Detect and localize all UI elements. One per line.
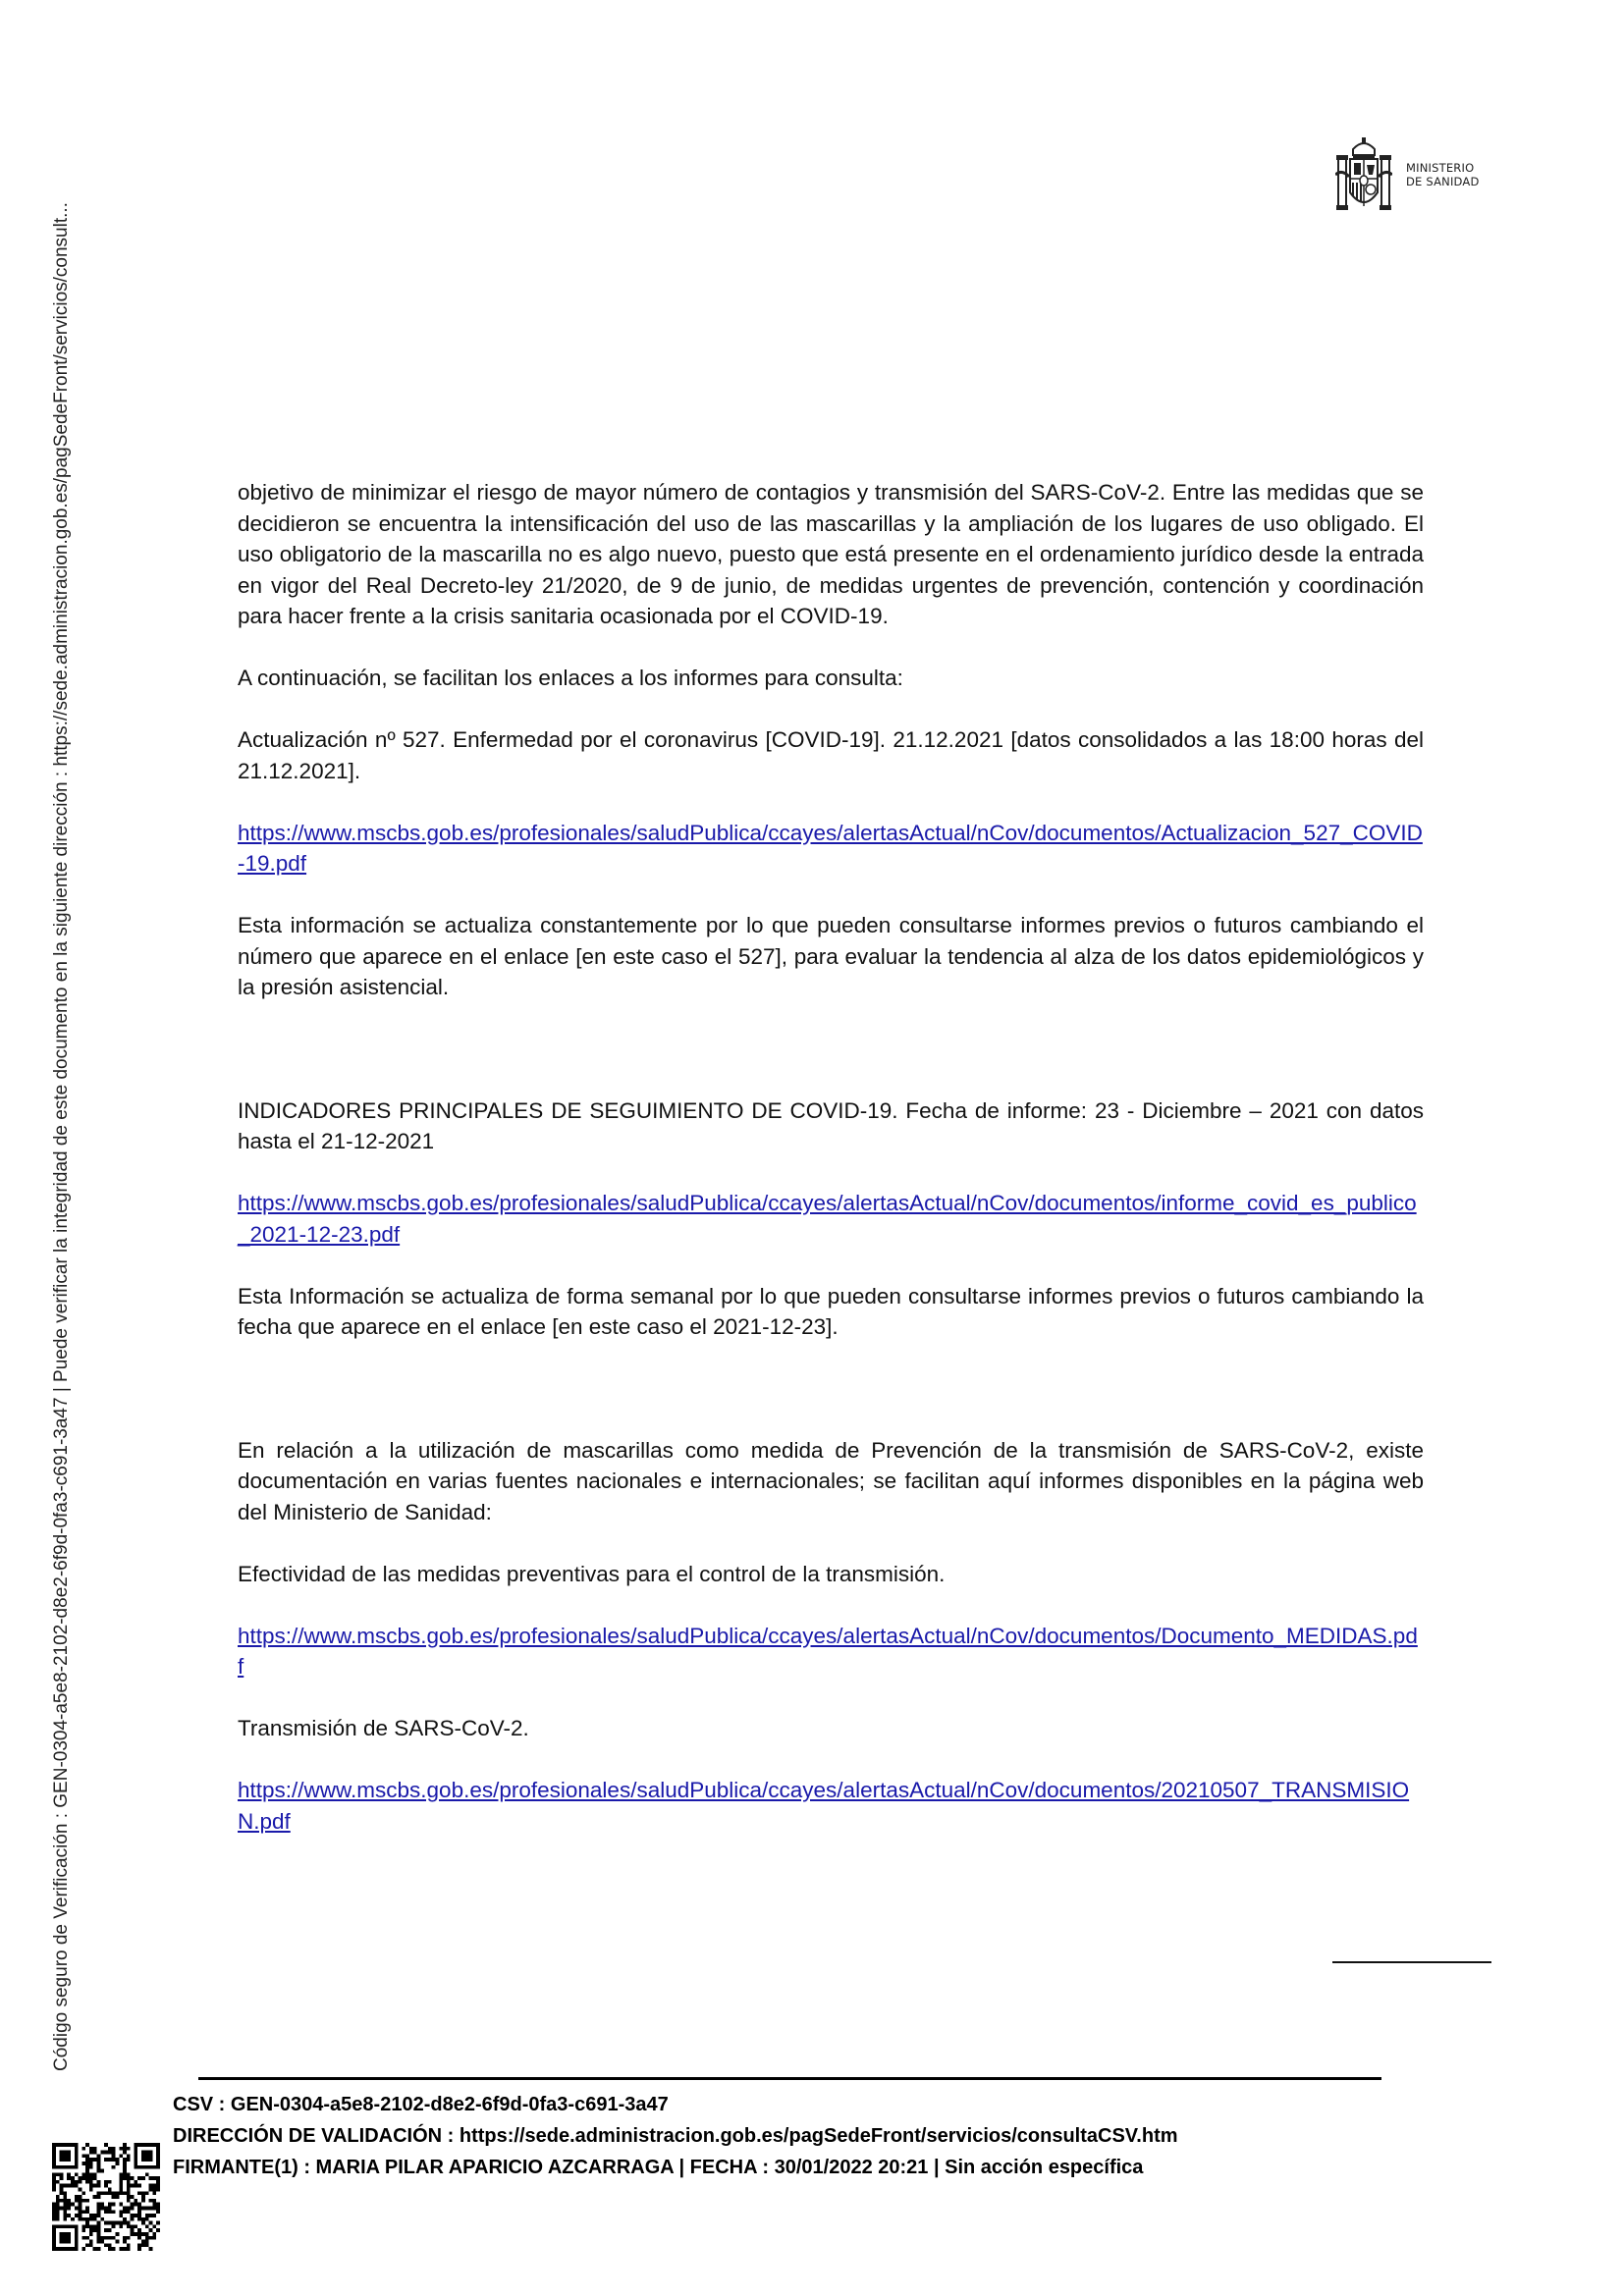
paragraph-transmision: Transmisión de SARS-CoV-2. [238,1716,529,1740]
verification-side-strip: Código seguro de Verificación : GEN-0304-a5e8-2102-d8e2-6f9d-0fa3-c691-3a47 | Puede verificar la integridad de este documento en la siguiente dirección : https://sede.administracion.gob.es/pagSedeFront/servicios/consult... [51,202,72,2071]
validation-footer [173,2089,1178,2183]
paragraph-update-527: Actualización nº 527. Enfermedad por el coronavirus [COVID-19]. 21.12.2021 [datos consolidados a las 18:00 horas del 21.12.2021]. [238,727,1424,783]
qr-code-icon [52,2143,160,2251]
logo-line-1: MINISTERIO [1406,161,1475,175]
footer-validation-url: DIRECCIÓN DE VALIDACIÓN : https://sede.administracion.gob.es/pagSedeFront/servicios/consultaCSV.htm [173,2125,1178,2147]
paragraph-weekly-note: Esta Información se actualiza de forma semanal por lo que pueden consultarse informes previos o futuros cambiando la fecha que aparece en el enlace [en este caso el 2021-12-23]. [238,1283,1424,1339]
paragraph-intro: objetivo de minimizar el riesgo de mayor número de contagios y transmisión del SARS-CoV-2. Entre las medidas que se decidieron se encuentra la intensificación del uso de las mascarillas y la ampliación de los lugares de uso obligado. El uso obligatorio de la mascarilla no es algo nuevo, puesto que está presente en el ordenamiento jurídico desde la entrada en vigor del Real Decreto-ley 21/2020, de 9 de junio, de medidas urgentes de prevención, contención y coordinación para hacer frente a la crisis sanitaria ocasionada por el COVID-19. [238,480,1424,628]
link-documento-medidas[interactable]: https://www.mscbs.gob.es/profesionales/saludPublica/ccayes/alertasActual/nCov/documentos/Documento_MEDIDAS.pdf [238,1623,1418,1679]
paragraph-indicadores: INDICADORES PRINCIPALES DE SEGUIMIENTO DE COVID-19. Fecha de informe: 23 - Diciembre – 2021 con datos hasta el 21-12-2021 [238,1097,1424,1153]
paragraph-efectividad: Efectividad de las medidas preventivas para el control de la transmisión. [238,1561,946,1586]
footer-csv: CSV : GEN-0304-a5e8-2102-d8e2-6f9d-0fa3-c691-3a47 [173,2094,669,2115]
link-transmision[interactable]: https://www.mscbs.gob.es/profesionales/saludPublica/ccayes/alertasActual/nCov/documentos/20210507_TRANSMISION.pdf [238,1778,1410,1834]
logo-line-2: DE SANIDAD [1406,175,1480,188]
paragraph-mascarillas: En relación a la utilización de mascarillas como medida de Prevención de la transmisión de SARS-CoV-2, existe documentación en varias fuentes nacionales e internacionales; se facilitan aquí informes disponibles en la página web del Ministerio de Sanidad: [238,1437,1424,1524]
paragraph-update-note: Esta información se actualiza constantemente por lo que pueden consultarse informes previos o futuros cambiando el número que aparece en el enlace [en este caso el 527], para evaluar la tendencia al alza de los datos epidemiológicos y la presión asistencial. [238,913,1424,999]
document-body [238,477,1424,1837]
link-informe-covid[interactable]: https://www.mscbs.gob.es/profesionales/saludPublica/ccayes/alertasActual/nCov/documentos/informe_covid_es_publico_2021-12-23.pdf [238,1191,1417,1247]
signature-line [1332,1961,1491,1963]
footer-divider [198,2077,1381,2080]
footer-signer: FIRMANTE(1) : MARIA PILAR APARICIO AZCARRAGA | FECHA : 30/01/2022 20:21 | Sin acción específica [173,2157,1144,2178]
paragraph-links-intro: A continuación, se facilitan los enlaces a los informes para consulta: [238,666,903,690]
ministry-logo [1335,135,1480,214]
coat-of-arms-icon [1335,135,1392,214]
link-actualizacion-527[interactable]: https://www.mscbs.gob.es/profesionales/saludPublica/ccayes/alertasActual/nCov/documentos/Actualizacion_527_COVID-19.pdf [238,820,1423,876]
ministry-name [1406,161,1480,188]
